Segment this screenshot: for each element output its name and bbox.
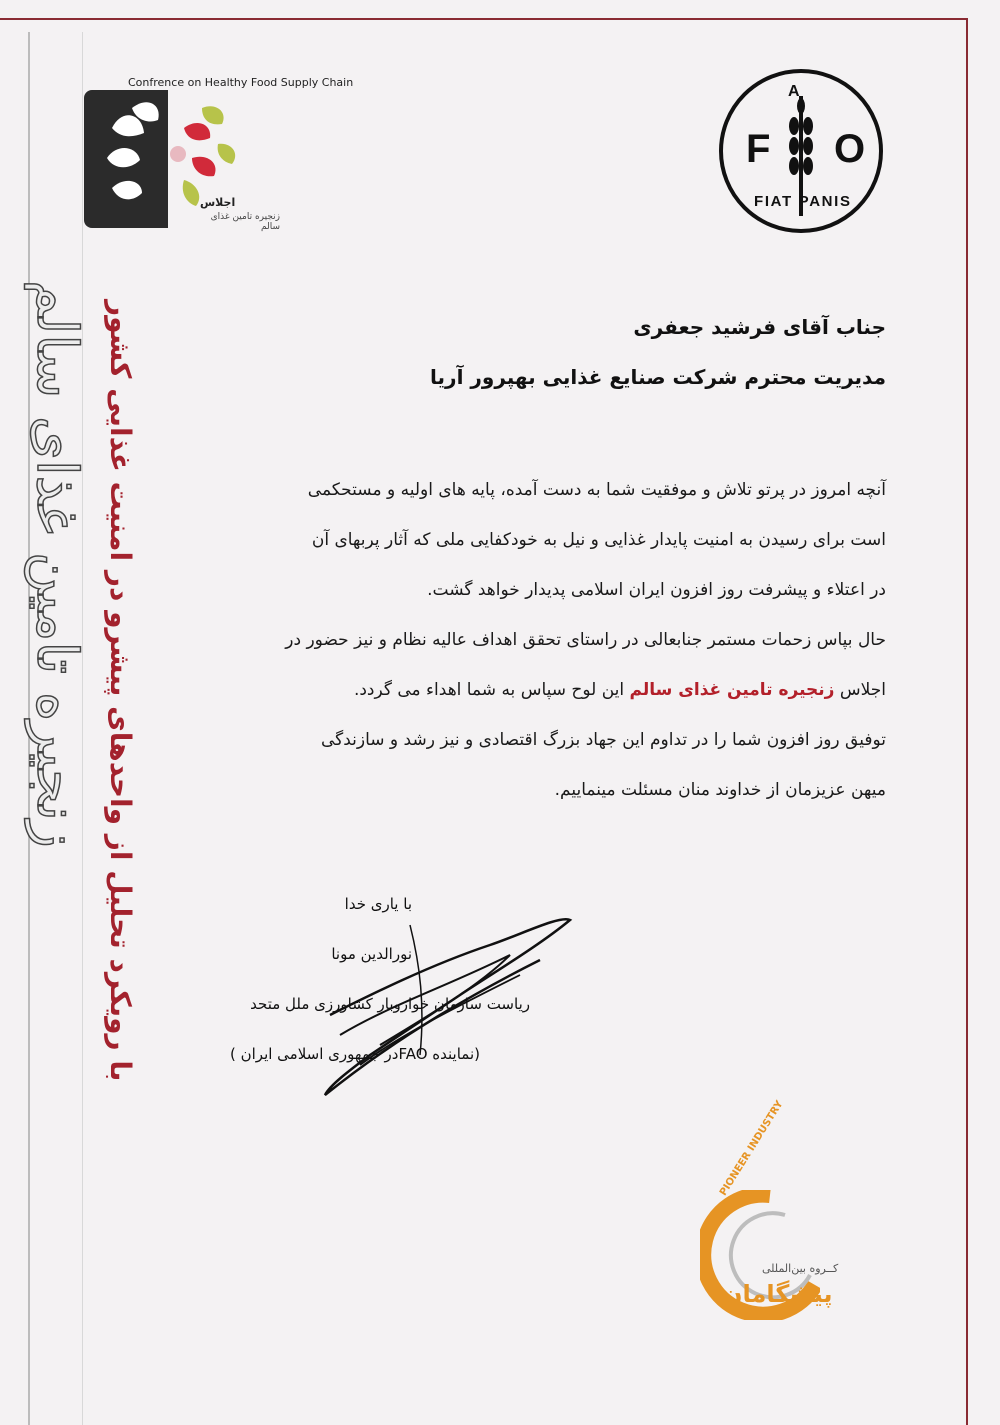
side-slogan-large: زنجیره تامین غذای سالم [24, 280, 89, 848]
body-line-3: در اعتلاء و پیشرفت روز افزون ایران اسلامی پدیدار خواهد گشت. [427, 580, 886, 600]
fao-letter-f: F [746, 127, 771, 171]
body-line-2: است برای رسیدن به امنیت پایدار غذایی و نیل به خودکفایی ملی که آثار پربهای آن [311, 530, 886, 550]
handwritten-signature [310, 905, 580, 1105]
body-line-5 [166, 680, 886, 700]
body-line-5-end: این لوح سپاس به شما اهداء می گردد. [353, 680, 630, 700]
body-line-5-start: اجلاس [834, 680, 886, 700]
event-name-highlight: زنجیره تامین غذای سالم [629, 680, 835, 700]
addressee-title: مدیریت محترم شرکت صنایع غذایی بهپرور آریا [430, 365, 886, 389]
fao-logo-icon [716, 66, 886, 236]
fao-letter-a: A [788, 83, 800, 100]
pioneer-small-text: کــروه بین‌المللی [762, 1262, 839, 1275]
frame-top-border [0, 18, 968, 20]
signatory-role: (نماینده FAOدر جمهوری اسلامی ایران ) [229, 1045, 480, 1063]
body-line-6: توفیق روز افزون شما را در تداوم این جهاد بزرگ اقتصادی و نیز رشد و سازندگی [320, 730, 886, 750]
pioneer-arc-text: PIONEER INDUSTRY [718, 1098, 786, 1198]
signatory-title: ریاست سازمان خواروبار کشاورزی ملل متحد [250, 995, 530, 1013]
conference-logo [84, 76, 354, 232]
side-slogan-small: با رویکرد تحلیل از واحدهای پیشرو در امنیت غذایی کشور [104, 300, 137, 1082]
frame-right-border [966, 18, 968, 1425]
conference-subtitle-2: زنجیره تامین غذای سالم [210, 212, 280, 232]
addressee-name: جناب آقای فرشید جعفری [633, 315, 886, 339]
signature-greeting: با یاری خدا [344, 895, 412, 913]
fao-motto: FIAT PANIS [754, 193, 850, 210]
body-line-7: میهن عزیزمان از خداوند منان مسئلت مینماییم. [554, 780, 886, 800]
signatory-name: نورالدین مونا [331, 945, 412, 963]
fao-letter-o: O [834, 127, 866, 171]
conference-subtitle-1: اجلاس [200, 196, 236, 209]
body-line-4: حال بپاس زحمات مستمر جنابعالی در راستای تحقق اهداف عالیه نظام و نیز حضور در [285, 630, 886, 650]
conference-title: Confrence on Healthy Food Supply Chain [128, 76, 354, 89]
body-line-1: آنچه امروز در پرتو تلاش و موفقیت شما به دست آمده، پایه های اولیه و مستحکمی [307, 480, 886, 500]
pioneer-name: پیشگامان [722, 1280, 833, 1308]
flower-petals-icon [92, 88, 262, 228]
